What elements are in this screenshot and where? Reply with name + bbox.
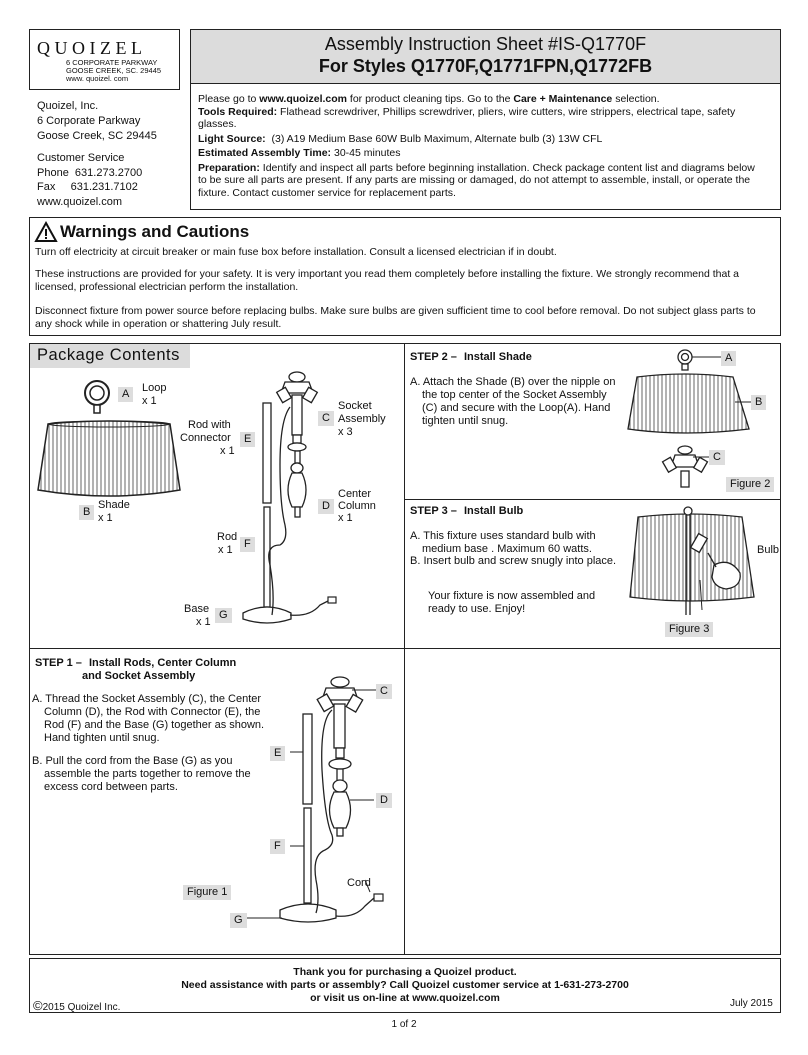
step1-text-a: A. Thread the Socket Assembly (C), the Center Column (D), the Rod with Connector (E), the Rod (F) and the Base (G) together as shown. Hand tighten until snug. [32, 693, 265, 744]
part-g-qty: x 1 [196, 616, 211, 628]
right-blank-box [404, 648, 781, 955]
part-b-name: Shade [98, 499, 130, 511]
part-f-name: Rod [217, 531, 238, 543]
light-source: Light Source: (3) A19 Medium Base 60W Bulb Maximum, Alternate bulb (3) 13W CFL [198, 132, 603, 145]
logo-address-1: 6 CORPORATE PARKWAY [66, 58, 158, 67]
part-c-name-1: Socket [338, 400, 372, 412]
fig1-label-f: F [270, 839, 285, 854]
tools-required: Tools Required: Flathead screwdriver, Phillips screwdriver, pliers, wire cutters, wire strippers, electrical tape, safety glasses. [198, 105, 736, 130]
step2-heading: STEP 2 – Install Shade [410, 351, 532, 363]
step2-text-a: A. Attach the Shade (B) over the nipple on the top center of the Socket Assembly (C) and secure with the Loop(A). Hand tighten until snug. [410, 376, 616, 427]
package-title: Package Contents [37, 346, 180, 364]
sheet-title: Assembly Instruction Sheet #IS-Q1770F [324, 34, 647, 54]
footer-line-2: Need assistance with parts or assembly? Call Quoizel customer service at 1-631-273-2700 [181, 979, 629, 991]
footer-line-1: Thank you for purchasing a Quoizel product. [293, 966, 517, 978]
fig1-label-cord: Cord [347, 877, 371, 889]
warning-p2: These instructions are provided for your safety. It is very important you read them completely before installing the fixture. We strongly recommend that a licensed, professional electrician perform the installation. [35, 268, 740, 293]
lamp-parts-drawing [240, 365, 350, 630]
warning-p1: Turn off electricity at circuit breaker or main fuse box before installation. Consult a licensed electrician if in doubt. [35, 246, 557, 258]
fig2-label-b: B [751, 395, 766, 410]
preparation: Preparation: Identify and inspect all parts before beginning installation. Check package content list and diagrams below to be sure all parts are present. If any parts are missing or damaged, do not attempt to assemble, install, or operate the fixture. Contact customer service for replacement parts. [198, 161, 755, 199]
part-e-qty: x 1 [220, 445, 235, 457]
part-d-qty: x 1 [338, 512, 353, 524]
step1-heading-2: and Socket Assembly [82, 670, 196, 682]
logo-website: www. quoizel. com [66, 74, 129, 83]
fig2-label-c: C [709, 450, 725, 465]
footer-line-3: or visit us on-line at www.quoizel.com [310, 992, 500, 1004]
part-c-letter: C [318, 411, 334, 426]
step3-text-c: Your fixture is now assembled and ready to use. Enjoy! [428, 590, 596, 615]
website: www.quoizel.com [37, 196, 122, 208]
fig1-label-c: C [376, 684, 392, 699]
warning-icon [35, 222, 57, 242]
part-d-name-2: Column [338, 500, 376, 512]
company-name: Quoizel, Inc. [37, 100, 99, 112]
figure2-drawing [625, 347, 775, 487]
assembly-time: Estimated Assembly Time: 30-45 minutes [198, 147, 401, 159]
company-address-2: Goose Creek, SC 29445 [37, 130, 157, 142]
part-a-name: Loop [142, 382, 167, 394]
part-b-qty: x 1 [98, 512, 113, 524]
part-d-name-1: Center [338, 488, 372, 500]
step3-heading: STEP 3 – Install Bulb [410, 505, 524, 517]
step1-text-b: B. Pull the cord from the Base (G) as you assemble the parts together to remove the excess cord between parts. [32, 755, 251, 793]
fig1-label-g: G [230, 913, 247, 928]
info-line-1: Please go to www.quoizel.com for product cleaning tips. Go to the Care + Maintenance selection. [198, 93, 660, 105]
part-a-qty: x 1 [142, 395, 157, 407]
shade-icon [36, 420, 182, 497]
fig2-label-a: A [721, 351, 736, 366]
step3-text-b: B. Insert bulb and screw snugly into place. [410, 555, 617, 567]
copyright: ©2015 Quoizel Inc. [33, 998, 121, 1013]
part-c-qty: x 3 [338, 426, 353, 438]
styles-title: For Styles Q1770F,Q1771FPN,Q1772FB [318, 56, 653, 76]
customer-service-title: Customer Service [37, 152, 125, 164]
company-address-1: 6 Corporate Parkway [37, 115, 141, 127]
phone: Phone 631.273.2700 [37, 167, 143, 179]
fig1-label-d: D [376, 793, 392, 808]
part-e-name-1: Rod with [188, 419, 231, 431]
step3-text-a: A. This fixture uses standard bulb with medium base . Maximum 60 watts. [410, 530, 596, 555]
part-f-letter: F [240, 537, 255, 552]
part-g-name: Base [184, 603, 210, 615]
warnings-title: Warnings and Cautions [60, 222, 250, 241]
page-number: 1 of 2 [391, 1019, 417, 1030]
part-a-letter: A [118, 387, 133, 402]
part-d-letter: D [318, 499, 334, 514]
part-f-qty: x 1 [218, 544, 233, 556]
part-e-letter: E [240, 432, 255, 447]
figure2-label: Figure 2 [726, 477, 774, 492]
info-block [198, 93, 763, 199]
figure3-drawing [630, 505, 755, 615]
footer-date: July 2015 [730, 998, 773, 1009]
fig1-label-e: E [270, 746, 285, 761]
part-b-letter: B [79, 505, 94, 520]
fig3-bulb-label: Bulb [757, 544, 780, 556]
step1-heading: STEP 1 – Install Rods, Center Column [35, 657, 237, 669]
warning-p3: Disconnect fixture from power source before replacing bulbs. Make sure bulbs are given sufficient time to cool before removal. Do not subject glass parts to any shock while in operation or shattering July result. [35, 305, 756, 330]
figure3-label: Figure 3 [665, 622, 713, 637]
fax: Fax 631.231.7102 [37, 181, 138, 193]
figure1-label: Figure 1 [183, 885, 231, 900]
part-e-name-2: Connector [180, 432, 231, 444]
part-c-name-2: Assembly [338, 413, 386, 425]
loop-icon [82, 380, 112, 414]
logo-address-2: GOOSE CREEK, SC. 29445 [66, 66, 162, 75]
logo-text: QUOIZEL [37, 38, 147, 58]
part-g-letter: G [215, 608, 232, 623]
